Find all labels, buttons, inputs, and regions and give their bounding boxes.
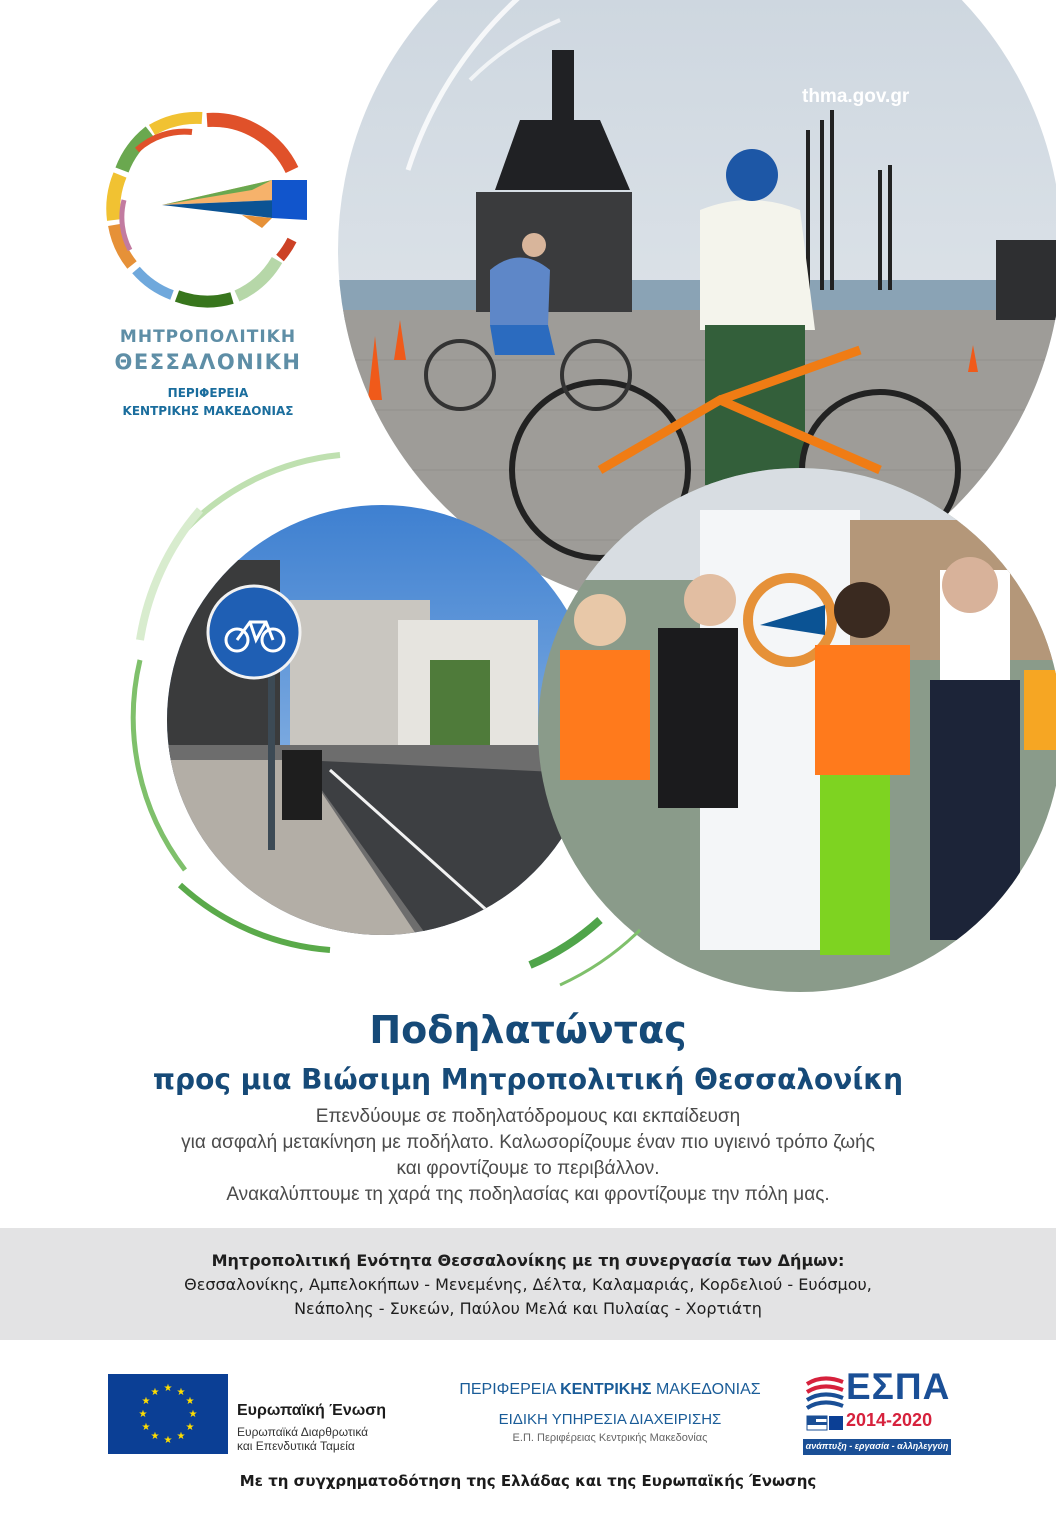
region-suffix: ΜΑΚΕΔΟΝΙΑΣ xyxy=(651,1381,761,1398)
svg-text:★: ★ xyxy=(188,1409,198,1420)
svg-text:★: ★ xyxy=(138,1409,148,1420)
eu-funds-line1: Ευρωπαϊκά Διαρθρωτικά xyxy=(237,1425,369,1439)
region-bold: ΚΕΝΤΡΙΚΗΣ xyxy=(560,1381,652,1398)
svg-text:★: ★ xyxy=(141,1396,151,1407)
svg-text:★: ★ xyxy=(176,1387,186,1398)
eu-flag-icon xyxy=(108,1374,228,1454)
espa-tagline: ανάπτυξη - εργασία - αλληλεγγύη xyxy=(805,1441,949,1451)
svg-text:★: ★ xyxy=(185,1396,195,1407)
svg-text:★: ★ xyxy=(163,1383,173,1394)
poster-subtitle: προς μια Βιώσιμη Μητροπολιτική Θεσσαλονίκη xyxy=(152,1063,904,1096)
espa-title: ΕΣΠΑ xyxy=(846,1366,951,1407)
body-text-line1: Επενδύουμε σε ποδηλατόδρομους και εκπαίδευση xyxy=(315,1106,741,1127)
management-authority: ΕΙΔΙΚΗ ΥΠΗΡΕΣΙΑ ΔΙΑΧΕΙΡΙΣΗΣ xyxy=(498,1411,722,1428)
svg-text:★: ★ xyxy=(150,1431,160,1442)
website-url-overlay: thma.gov.gr xyxy=(802,86,910,107)
partners-municipalities-line1: Θεσσαλονίκης, Αμπελοκήπων - Μενεμένης, Δέλτα, Καλαμαριάς, Κορδελιού - Ευόσμου, xyxy=(184,1275,872,1294)
eu-funds-line2: και Επενδυτικά Ταμεία xyxy=(237,1439,355,1453)
logo-subtitle-line1: ΠΕΡΙΦΕΡΕΙΑ xyxy=(167,386,249,400)
svg-text:★: ★ xyxy=(176,1431,186,1442)
body-text-line3: και φροντίζουμε το περιβάλλον. xyxy=(396,1158,660,1179)
svg-text:★: ★ xyxy=(185,1422,195,1433)
partners-title: Μητροπολιτική Ενότητα Θεσσαλονίκης με τη συνεργασία των Δήμων: xyxy=(211,1251,845,1270)
espa-years: 2014-2020 xyxy=(846,1410,933,1430)
partners-municipalities-line2: Νεάπολης - Συκεών, Παύλου Μελά και Πυλαίας - Χορτιάτη xyxy=(294,1299,762,1318)
region-name xyxy=(420,1381,800,1399)
svg-text:★: ★ xyxy=(141,1422,151,1433)
eu-name: Ευρωπαϊκή Ένωση xyxy=(237,1402,386,1419)
region-prefix: ΠΕΡΙΦΕΡΕΙΑ xyxy=(459,1381,561,1398)
body-text-line2: για ασφαλή μετακίνηση με ποδήλατο. Καλωσορίζουμε έναν πιο υγιεινό τρόπο ζωής xyxy=(181,1132,875,1153)
logo-title-line2: ΘΕΣΣΑΛΟΝΙΚΗ xyxy=(114,350,302,374)
cofunding-statement: Με τη συγχρηματοδότηση της Ελλάδας και της Ευρωπαϊκής Ένωσης xyxy=(239,1472,817,1490)
poster-title: Ποδηλατώντας xyxy=(369,1008,687,1052)
svg-text:★: ★ xyxy=(163,1435,173,1446)
svg-text:★: ★ xyxy=(150,1387,160,1398)
body-text-line4: Ανακαλύπτουμε τη χαρά της ποδηλασίας και φροντίζουμε την πόλη μας. xyxy=(226,1184,830,1205)
management-authority-subtitle: Ε.Π. Περιφέρειας Κεντρικής Μακεδονίας xyxy=(512,1432,708,1444)
logo-subtitle-line2: ΚΕΝΤΡΙΚΗΣ ΜΑΚΕΔΟΝΙΑΣ xyxy=(122,404,294,418)
logo-title-line1: ΜΗΤΡΟΠΟΛΙΤΙΚΗ xyxy=(119,327,297,347)
